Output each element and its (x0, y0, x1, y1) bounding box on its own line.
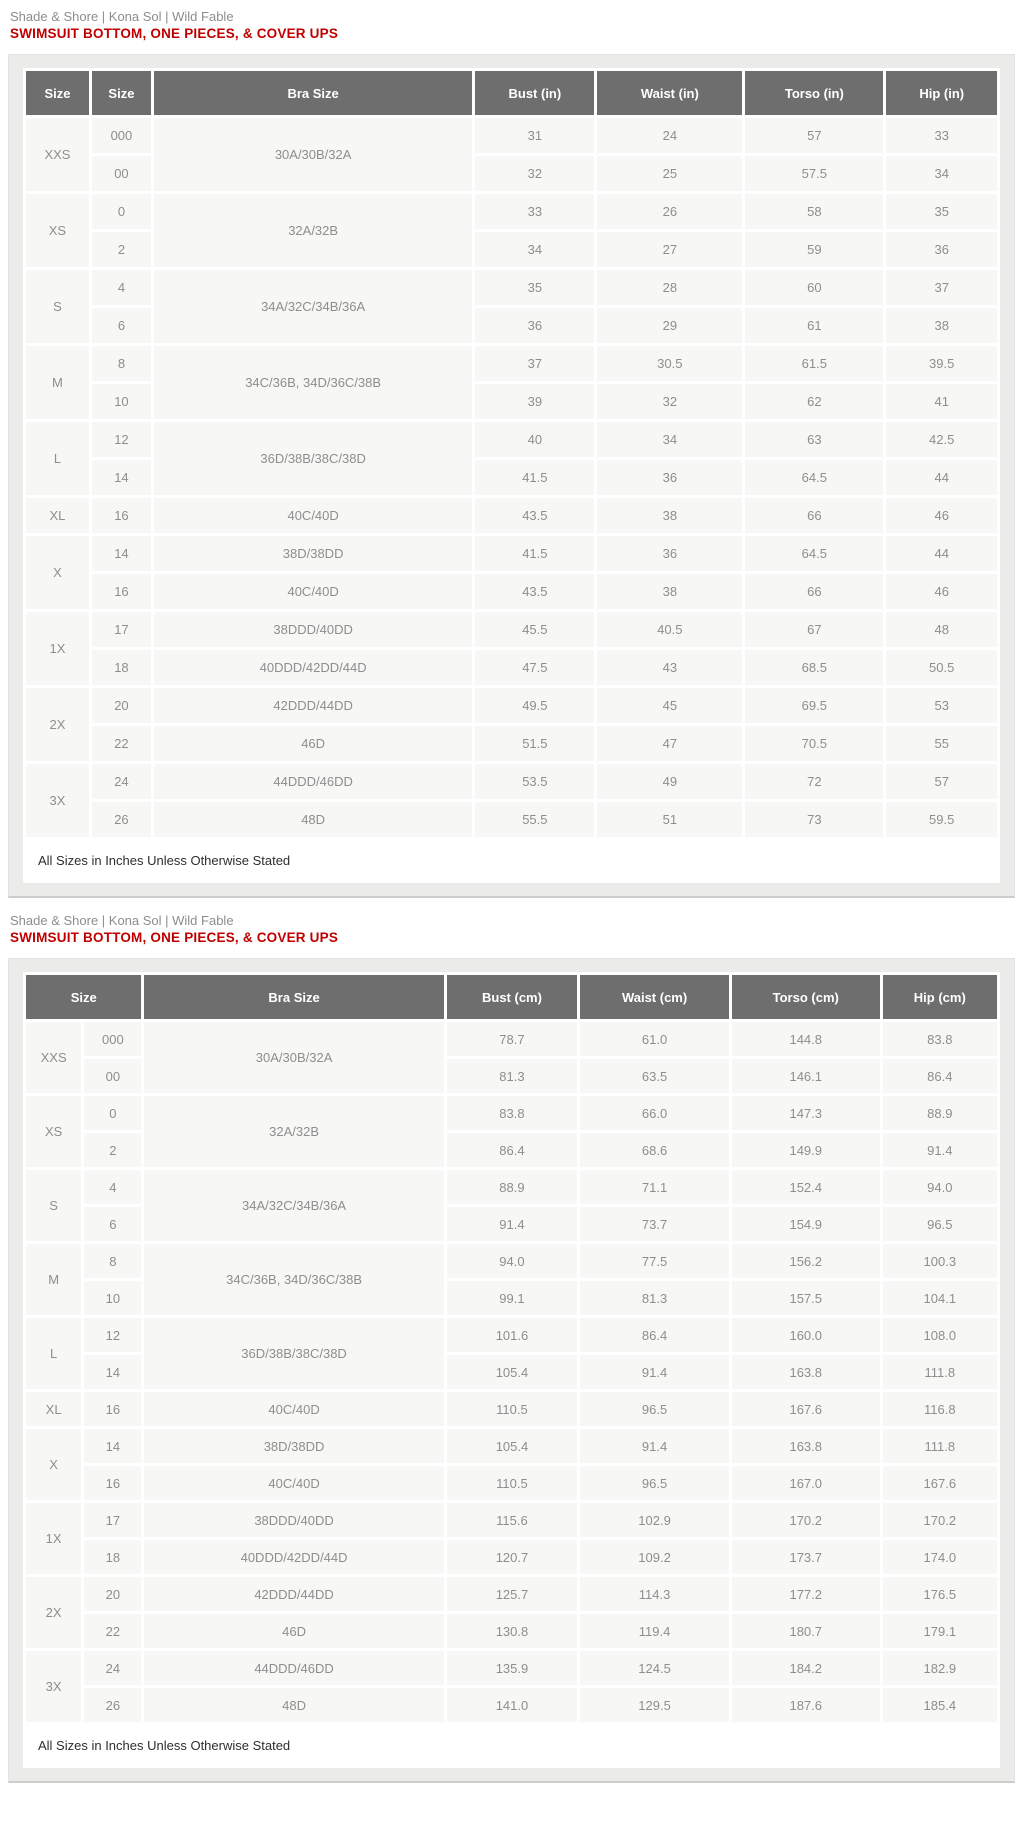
hip-cell: 39.5 (886, 346, 997, 381)
bust-cell: 86.4 (447, 1133, 578, 1167)
bra-size-cell: 44DDD/46DD (144, 1651, 443, 1685)
waist-cell: 49 (597, 764, 742, 799)
bust-cell: 120.7 (447, 1540, 578, 1574)
bust-cell: 43.5 (475, 574, 594, 609)
bra-size-cell: 46D (144, 1614, 443, 1648)
table-row (26, 650, 997, 685)
bust-cell: 37 (475, 346, 594, 381)
hip-cell: 44 (886, 536, 997, 571)
table-row (26, 118, 997, 153)
hip-cell: 176.5 (883, 1577, 997, 1611)
torso-cell: 144.8 (732, 1022, 880, 1056)
numeric-size-cell: 17 (92, 612, 151, 647)
size-group-cell: 2X (26, 1577, 81, 1648)
numeric-size-cell: 8 (92, 346, 151, 381)
bra-size-cell: 40C/40D (154, 498, 472, 533)
hip-cell: 185.4 (883, 1688, 997, 1722)
bra-size-cell: 42DDD/44DD (144, 1577, 443, 1611)
bust-cell: 35 (475, 270, 594, 305)
bust-cell: 41.5 (475, 460, 594, 495)
waist-cell: 81.3 (580, 1281, 729, 1315)
numeric-size-cell: 12 (84, 1318, 141, 1352)
hip-cell: 41 (886, 384, 997, 419)
torso-cell: 154.9 (732, 1207, 880, 1241)
numeric-size-cell: 18 (92, 650, 151, 685)
hip-cell: 100.3 (883, 1244, 997, 1278)
numeric-size-cell: 24 (84, 1651, 141, 1685)
torso-cell: 73 (745, 802, 883, 837)
torso-cell: 60 (745, 270, 883, 305)
size-group-cell: 1X (26, 612, 89, 685)
numeric-size-cell: 24 (92, 764, 151, 799)
size-group-cell: M (26, 346, 89, 419)
table-row (26, 802, 997, 837)
footnote-row (26, 840, 997, 880)
table-row (26, 1244, 997, 1278)
numeric-size-cell: 10 (84, 1281, 141, 1315)
torso-cell: 167.6 (732, 1392, 880, 1426)
hip-cell: 34 (886, 156, 997, 191)
torso-cell: 61 (745, 308, 883, 343)
hip-cell: 111.8 (883, 1355, 997, 1389)
size-group-cell: XXS (26, 1022, 81, 1093)
numeric-size-cell: 0 (84, 1096, 141, 1130)
bra-size-cell: 34A/32C/34B/36A (154, 270, 472, 343)
bra-size-cell: 32A/32B (154, 194, 472, 267)
numeric-size-cell: 16 (92, 574, 151, 609)
numeric-size-cell: 26 (84, 1688, 141, 1722)
column-header-bra-size: Bra Size (154, 71, 472, 115)
bust-cell: 39 (475, 384, 594, 419)
column-header-bust-in: Bust (in) (475, 71, 594, 115)
bra-size-cell: 48D (154, 802, 472, 837)
hip-cell: 50.5 (886, 650, 997, 685)
bra-size-cell: 44DDD/46DD (154, 764, 472, 799)
bra-size-cell: 40DDD/42DD/44D (154, 650, 472, 685)
column-header-torso-cm: Torso (cm) (732, 975, 880, 1019)
numeric-size-cell: 000 (92, 118, 151, 153)
waist-cell: 30.5 (597, 346, 742, 381)
bust-cell: 47.5 (475, 650, 594, 685)
bra-size-cell: 42DDD/44DD (154, 688, 472, 723)
torso-cell: 58 (745, 194, 883, 229)
bra-size-cell: 36D/38B/38C/38D (144, 1318, 443, 1389)
table-row (26, 422, 997, 457)
waist-cell: 61.0 (580, 1022, 729, 1056)
bra-size-cell: 38D/38DD (154, 536, 472, 571)
bust-cell: 78.7 (447, 1022, 578, 1056)
torso-cell: 59 (745, 232, 883, 267)
waist-cell: 38 (597, 498, 742, 533)
hip-cell: 83.8 (883, 1022, 997, 1056)
brand-list: Shade & Shore | Kona Sol | Wild Fable (10, 913, 234, 928)
table-row (26, 1429, 997, 1463)
waist-cell: 71.1 (580, 1170, 729, 1204)
bust-cell: 99.1 (447, 1281, 578, 1315)
size-group-cell: L (26, 1318, 81, 1389)
bust-cell: 49.5 (475, 688, 594, 723)
hip-cell: 37 (886, 270, 997, 305)
waist-cell: 68.6 (580, 1133, 729, 1167)
size-table-inches (23, 68, 1000, 883)
bust-cell: 135.9 (447, 1651, 578, 1685)
bra-size-cell: 40C/40D (144, 1392, 443, 1426)
bust-cell: 33 (475, 194, 594, 229)
hip-cell: 42.5 (886, 422, 997, 457)
hip-cell: 88.9 (883, 1096, 997, 1130)
numeric-size-cell: 14 (84, 1355, 141, 1389)
hip-cell: 35 (886, 194, 997, 229)
hip-cell: 48 (886, 612, 997, 647)
column-header-waist-cm: Waist (cm) (580, 975, 729, 1019)
column-header-hip-in: Hip (in) (886, 71, 997, 115)
torso-cell: 62 (745, 384, 883, 419)
bra-size-cell: 34A/32C/34B/36A (144, 1170, 443, 1241)
bust-cell: 51.5 (475, 726, 594, 761)
waist-cell: 36 (597, 536, 742, 571)
bra-size-cell: 34C/36B, 34D/36C/38B (144, 1244, 443, 1315)
waist-cell: 114.3 (580, 1577, 729, 1611)
bra-size-cell: 40DDD/42DD/44D (144, 1540, 443, 1574)
size-group-cell: S (26, 1170, 81, 1241)
chart-title: SWIMSUIT BOTTOM, ONE PIECES, & COVER UPS (10, 26, 339, 41)
waist-cell: 32 (597, 384, 742, 419)
hip-cell: 104.1 (883, 1281, 997, 1315)
hip-cell: 167.6 (883, 1466, 997, 1500)
bust-cell: 130.8 (447, 1614, 578, 1648)
torso-cell: 68.5 (745, 650, 883, 685)
bra-size-cell: 40C/40D (154, 574, 472, 609)
header-row (26, 71, 997, 115)
chart-heading-block (0, 904, 1024, 946)
waist-cell: 129.5 (580, 1688, 729, 1722)
numeric-size-cell: 000 (84, 1022, 141, 1056)
inches-table-panel (8, 54, 1015, 898)
size-group-cell: M (26, 1244, 81, 1315)
hip-cell: 111.8 (883, 1429, 997, 1463)
numeric-size-cell: 16 (92, 498, 151, 533)
table-row (26, 1392, 997, 1426)
numeric-size-cell: 14 (92, 536, 151, 571)
numeric-size-cell: 16 (84, 1392, 141, 1426)
bust-cell: 45.5 (475, 612, 594, 647)
bra-size-cell: 40C/40D (144, 1466, 443, 1500)
waist-cell: 102.9 (580, 1503, 729, 1537)
hip-cell: 55 (886, 726, 997, 761)
torso-cell: 173.7 (732, 1540, 880, 1574)
size-group-cell: S (26, 270, 89, 343)
bra-size-cell: 38D/38DD (144, 1429, 443, 1463)
torso-cell: 69.5 (745, 688, 883, 723)
hip-cell: 174.0 (883, 1540, 997, 1574)
table-row (26, 1022, 997, 1056)
waist-cell: 25 (597, 156, 742, 191)
torso-cell: 149.9 (732, 1133, 880, 1167)
waist-cell: 27 (597, 232, 742, 267)
torso-cell: 57 (745, 118, 883, 153)
bust-cell: 125.7 (447, 1577, 578, 1611)
bust-cell: 110.5 (447, 1466, 578, 1500)
bust-cell: 81.3 (447, 1059, 578, 1093)
torso-cell: 57.5 (745, 156, 883, 191)
bra-size-cell: 36D/38B/38C/38D (154, 422, 472, 495)
table-row (26, 346, 997, 381)
hip-cell: 96.5 (883, 1207, 997, 1241)
brand-list: Shade & Shore | Kona Sol | Wild Fable (10, 9, 234, 24)
waist-cell: 91.4 (580, 1355, 729, 1389)
bra-size-cell: 34C/36B, 34D/36C/38B (154, 346, 472, 419)
column-header-waist-in: Waist (in) (597, 71, 742, 115)
hip-cell: 46 (886, 574, 997, 609)
hip-cell: 182.9 (883, 1651, 997, 1685)
header-row (26, 975, 997, 1019)
bust-cell: 94.0 (447, 1244, 578, 1278)
waist-cell: 63.5 (580, 1059, 729, 1093)
numeric-size-cell: 8 (84, 1244, 141, 1278)
bra-size-cell: 30A/30B/32A (154, 118, 472, 191)
column-header-size: Size (92, 71, 151, 115)
size-group-cell: 3X (26, 1651, 81, 1722)
hip-cell: 179.1 (883, 1614, 997, 1648)
numeric-size-cell: 22 (84, 1614, 141, 1648)
bust-cell: 36 (475, 308, 594, 343)
size-group-cell: XL (26, 498, 89, 533)
waist-cell: 28 (597, 270, 742, 305)
sizes-footnote: All Sizes in Inches Unless Otherwise Stated (26, 840, 997, 880)
numeric-size-cell: 4 (92, 270, 151, 305)
waist-cell: 29 (597, 308, 742, 343)
column-header-bust-cm: Bust (cm) (447, 975, 578, 1019)
hip-cell: 46 (886, 498, 997, 533)
bust-cell: 40 (475, 422, 594, 457)
table-row (26, 1466, 997, 1500)
numeric-size-cell: 10 (92, 384, 151, 419)
waist-cell: 40.5 (597, 612, 742, 647)
numeric-size-cell: 00 (84, 1059, 141, 1093)
torso-cell: 187.6 (732, 1688, 880, 1722)
torso-cell: 157.5 (732, 1281, 880, 1315)
waist-cell: 47 (597, 726, 742, 761)
torso-cell: 163.8 (732, 1429, 880, 1463)
bust-cell: 43.5 (475, 498, 594, 533)
waist-cell: 34 (597, 422, 742, 457)
waist-cell: 96.5 (580, 1392, 729, 1426)
numeric-size-cell: 18 (84, 1540, 141, 1574)
bra-size-cell: 38DDD/40DD (154, 612, 472, 647)
torso-cell: 170.2 (732, 1503, 880, 1537)
torso-cell: 72 (745, 764, 883, 799)
table-row (26, 1688, 997, 1722)
bust-cell: 91.4 (447, 1207, 578, 1241)
hip-cell: 59.5 (886, 802, 997, 837)
cm-size-chart-section (0, 904, 1024, 1783)
waist-cell: 43 (597, 650, 742, 685)
numeric-size-cell: 20 (84, 1577, 141, 1611)
size-group-cell: 1X (26, 1503, 81, 1574)
waist-cell: 73.7 (580, 1207, 729, 1241)
inches-size-chart-section (0, 0, 1024, 898)
bust-cell: 31 (475, 118, 594, 153)
size-group-cell: XXS (26, 118, 89, 191)
torso-cell: 146.1 (732, 1059, 880, 1093)
table-row (26, 1503, 997, 1537)
torso-cell: 180.7 (732, 1614, 880, 1648)
table-row (26, 1096, 997, 1130)
numeric-size-cell: 2 (84, 1133, 141, 1167)
column-header-size: Size (26, 975, 141, 1019)
hip-cell: 38 (886, 308, 997, 343)
hip-cell: 170.2 (883, 1503, 997, 1537)
table-row (26, 574, 997, 609)
waist-cell: 86.4 (580, 1318, 729, 1352)
waist-cell: 96.5 (580, 1466, 729, 1500)
size-table-cm (23, 972, 1000, 1768)
torso-cell: 147.3 (732, 1096, 880, 1130)
table-row (26, 688, 997, 723)
hip-cell: 33 (886, 118, 997, 153)
bust-cell: 101.6 (447, 1318, 578, 1352)
torso-cell: 152.4 (732, 1170, 880, 1204)
waist-cell: 36 (597, 460, 742, 495)
waist-cell: 45 (597, 688, 742, 723)
table-row (26, 194, 997, 229)
column-header-size: Size (26, 71, 89, 115)
bust-cell: 141.0 (447, 1688, 578, 1722)
table-row (26, 1318, 997, 1352)
hip-cell: 53 (886, 688, 997, 723)
numeric-size-cell: 12 (92, 422, 151, 457)
table-row (26, 612, 997, 647)
torso-cell: 184.2 (732, 1651, 880, 1685)
sizes-footnote: All Sizes in Inches Unless Otherwise Stated (26, 1725, 997, 1765)
numeric-size-cell: 00 (92, 156, 151, 191)
torso-cell: 177.2 (732, 1577, 880, 1611)
table-row (26, 536, 997, 571)
torso-cell: 66 (745, 498, 883, 533)
hip-cell: 94.0 (883, 1170, 997, 1204)
table-row (26, 1651, 997, 1685)
numeric-size-cell: 6 (92, 308, 151, 343)
numeric-size-cell: 0 (92, 194, 151, 229)
torso-cell: 61.5 (745, 346, 883, 381)
bra-size-cell: 30A/30B/32A (144, 1022, 443, 1093)
bra-size-cell: 46D (154, 726, 472, 761)
size-group-cell: X (26, 1429, 81, 1500)
waist-cell: 66.0 (580, 1096, 729, 1130)
size-group-cell: XL (26, 1392, 81, 1426)
numeric-size-cell: 4 (84, 1170, 141, 1204)
hip-cell: 108.0 (883, 1318, 997, 1352)
table-row (26, 270, 997, 305)
size-group-cell: 2X (26, 688, 89, 761)
torso-cell: 66 (745, 574, 883, 609)
torso-cell: 156.2 (732, 1244, 880, 1278)
table-row (26, 1614, 997, 1648)
torso-cell: 63 (745, 422, 883, 457)
bust-cell: 105.4 (447, 1355, 578, 1389)
hip-cell: 36 (886, 232, 997, 267)
hip-cell: 57 (886, 764, 997, 799)
waist-cell: 91.4 (580, 1429, 729, 1463)
column-header-torso-in: Torso (in) (745, 71, 883, 115)
waist-cell: 26 (597, 194, 742, 229)
torso-cell: 67 (745, 612, 883, 647)
bust-cell: 32 (475, 156, 594, 191)
numeric-size-cell: 6 (84, 1207, 141, 1241)
waist-cell: 109.2 (580, 1540, 729, 1574)
bust-cell: 115.6 (447, 1503, 578, 1537)
bust-cell: 53.5 (475, 764, 594, 799)
column-header-bra-size: Bra Size (144, 975, 443, 1019)
bust-cell: 110.5 (447, 1392, 578, 1426)
bust-cell: 105.4 (447, 1429, 578, 1463)
table-row (26, 498, 997, 533)
torso-cell: 160.0 (732, 1318, 880, 1352)
table-row (26, 764, 997, 799)
hip-cell: 91.4 (883, 1133, 997, 1167)
hip-cell: 86.4 (883, 1059, 997, 1093)
chart-heading-block (0, 0, 1024, 42)
numeric-size-cell: 14 (92, 460, 151, 495)
size-group-cell: L (26, 422, 89, 495)
table-row (26, 1577, 997, 1611)
table-row (26, 726, 997, 761)
table-row (26, 1170, 997, 1204)
column-header-hip-cm: Hip (cm) (883, 975, 997, 1019)
chart-title: SWIMSUIT BOTTOM, ONE PIECES, & COVER UPS (10, 930, 339, 945)
size-group-cell: X (26, 536, 89, 609)
torso-cell: 70.5 (745, 726, 883, 761)
waist-cell: 119.4 (580, 1614, 729, 1648)
bust-cell: 88.9 (447, 1170, 578, 1204)
footnote-row (26, 1725, 997, 1765)
torso-cell: 167.0 (732, 1466, 880, 1500)
numeric-size-cell: 16 (84, 1466, 141, 1500)
size-group-cell: 3X (26, 764, 89, 837)
bra-size-cell: 38DDD/40DD (144, 1503, 443, 1537)
numeric-size-cell: 22 (92, 726, 151, 761)
torso-cell: 163.8 (732, 1355, 880, 1389)
bust-cell: 34 (475, 232, 594, 267)
bra-size-cell: 32A/32B (144, 1096, 443, 1167)
bra-size-cell: 48D (144, 1688, 443, 1722)
torso-cell: 64.5 (745, 460, 883, 495)
numeric-size-cell: 2 (92, 232, 151, 267)
hip-cell: 44 (886, 460, 997, 495)
numeric-size-cell: 26 (92, 802, 151, 837)
torso-cell: 64.5 (745, 536, 883, 571)
waist-cell: 38 (597, 574, 742, 609)
numeric-size-cell: 14 (84, 1429, 141, 1463)
numeric-size-cell: 17 (84, 1503, 141, 1537)
size-group-cell: XS (26, 194, 89, 267)
numeric-size-cell: 20 (92, 688, 151, 723)
waist-cell: 24 (597, 118, 742, 153)
waist-cell: 124.5 (580, 1651, 729, 1685)
waist-cell: 51 (597, 802, 742, 837)
hip-cell: 116.8 (883, 1392, 997, 1426)
cm-table-panel (8, 958, 1015, 1783)
table-row (26, 1540, 997, 1574)
bust-cell: 83.8 (447, 1096, 578, 1130)
size-group-cell: XS (26, 1096, 81, 1167)
waist-cell: 77.5 (580, 1244, 729, 1278)
bust-cell: 55.5 (475, 802, 594, 837)
bust-cell: 41.5 (475, 536, 594, 571)
